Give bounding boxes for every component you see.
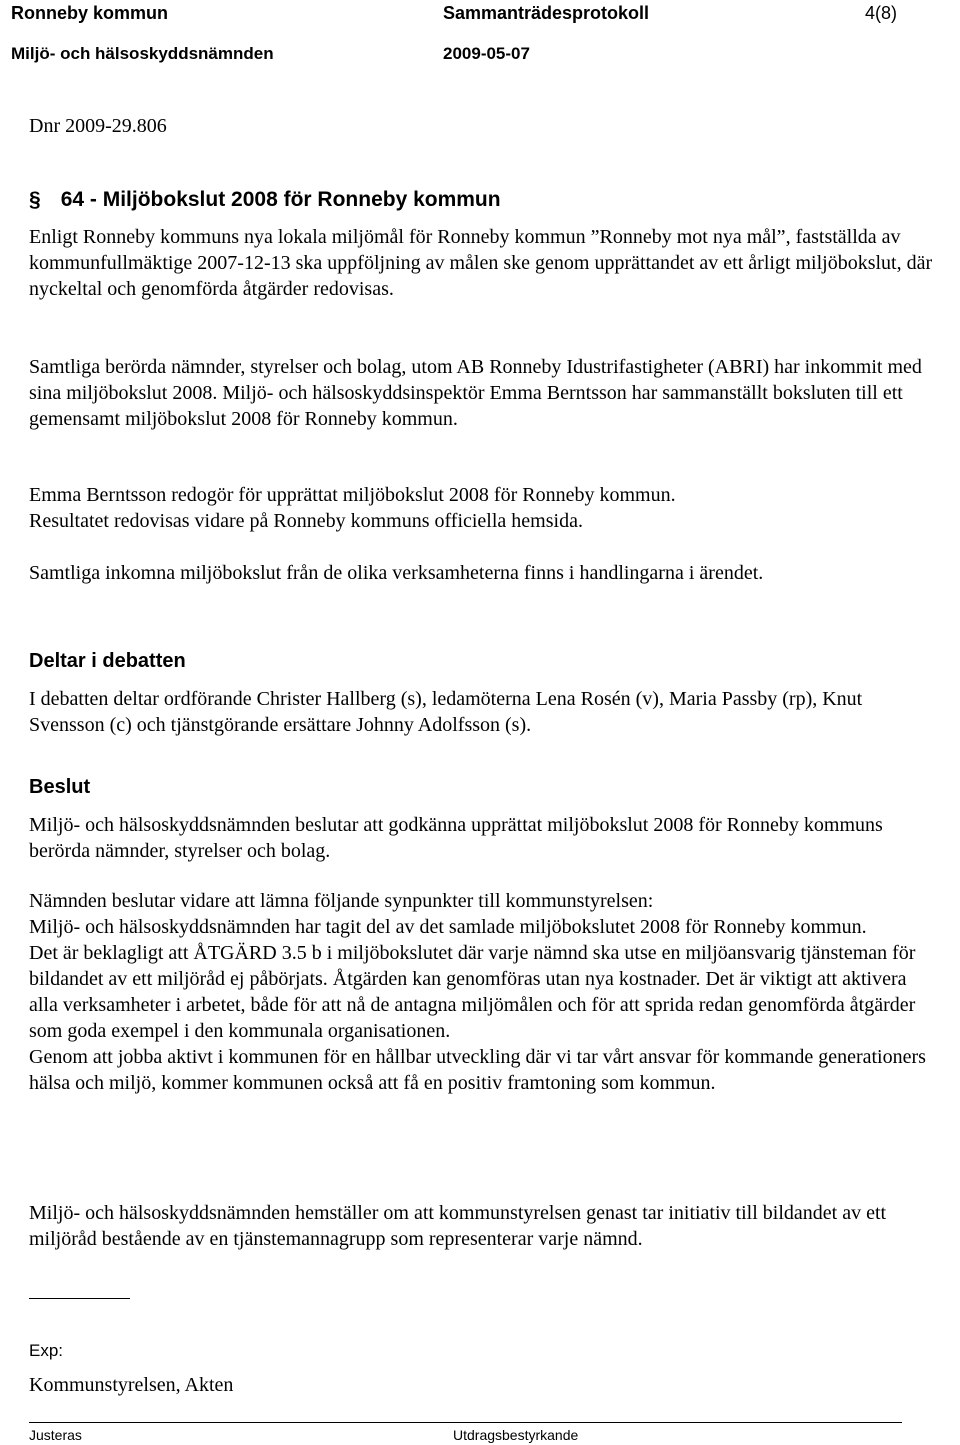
paragraph-reports <box>29 354 934 432</box>
decision-paragraph-3: Miljö- och hälsoskyddsnämnden hemställer om att kommunstyrelsen genast tar initiativ till bildandet av ett miljöråd bestående av en tjänstemannagrupp som representerar varje nämnd. <box>29 1202 887 1250</box>
decision-viewpoints <box>29 888 934 1096</box>
header-org: Ronneby kommun <box>11 3 169 23</box>
decision-paragraph-2a: Nämnden beslutar vidare att lämna följande synpunkter till kommunstyrelsen: <box>29 890 654 912</box>
debate-section <box>29 686 934 738</box>
paragraph-background <box>29 224 934 302</box>
decision-paragraph-2b: Miljö- och hälsoskyddsnämnden har tagit del av det samlade miljöbokslutet 2008 för Ronneby kommun. <box>29 916 867 938</box>
header-committee: Miljö- och hälsoskyddsnämnden <box>11 44 274 63</box>
paragraph-2: Samtliga berörda nämnder, styrelser och bolag, utom AB Ronneby Idustrifastigheter (ABRI) har inkommit med sina miljöbokslut 2008. Miljö- och hälsoskyddsinspektör Emma Berntsson har sammanställt boksluten till ett gemensamt miljöbokslut 2008 för Ronneby kommun. <box>29 356 922 430</box>
decision-paragraph-1: Miljö- och hälsoskyddsnämnden beslutar att godkänna upprättat miljöbokslut 2008 för Ronneby kommuns berörda nämnder, styrelser och bolag. <box>29 814 883 862</box>
decision-paragraph-2d: Genom att jobba aktivt i kommunen för en hållbar utveckling där vi tar vårt ansvar för kommande generationers hälsa och miljö, kommer kommunen också att få en positiv framtoning som kommun. <box>29 1046 926 1094</box>
footer-rule <box>29 1422 902 1423</box>
paragraph-sign: § <box>29 188 41 211</box>
paragraph-3a: Emma Berntsson redogör för upprättat miljöbokslut 2008 för Ronneby kommun. <box>29 484 676 506</box>
paragraph-3b: Resultatet redovisas vidare på Ronneby kommuns officiella hemsida. <box>29 510 583 532</box>
decision-request <box>29 1200 934 1252</box>
paragraph-4: Samtliga inkomna miljöbokslut från de olika verksamheterna finns i handlingarna i ärendet. <box>29 562 764 584</box>
header-date: 2009-05-07 <box>443 44 530 63</box>
decision-heading: Beslut <box>29 776 91 798</box>
decision-approval <box>29 812 934 864</box>
signature-rule <box>29 1298 130 1299</box>
case-number: Dnr 2009-29.806 <box>29 115 167 137</box>
paragraph-1: Enligt Ronneby kommuns nya lokala miljömål för Ronneby kommun ”Ronneby mot nya mål”, fastställda av kommunfullmäktige 2007-12-13 ska uppföljning av målen ske genom upprättandet av ett årligt miljöbokslut, där nyckeltal och genomförda åtgärder redovisas. <box>29 226 933 300</box>
section-title <box>29 186 501 214</box>
distribution-label: Exp: <box>29 1341 64 1360</box>
footer-justeras: Justeras <box>29 1427 82 1443</box>
debate-text: I debatten deltar ordförande Christer Hallberg (s), ledamöterna Lena Rosén (v), Maria Passby (rp), Knut Svensson (c) och tjänstgörande ersättare Johnny Adolfsson (s). <box>29 688 863 736</box>
header-doc-type: Sammanträdesprotokoll <box>443 3 650 23</box>
distribution-recipients: Kommunstyrelsen, Akten <box>29 1374 234 1396</box>
header-page-number: 4(8) <box>865 3 898 23</box>
footer-utdragsbestyrkande: Utdragsbestyrkande <box>453 1427 579 1443</box>
decision-paragraph-2c: Det är beklagligt att ÅTGÄRD 3.5 b i miljöbokslutet där varje nämnd ska utse en miljöansvarig tjänsteman för bildandet av ett miljöråd ej påbörjats. Åtgärden kan genomföras utan nya kostnader. Det är viktigt att aktivera alla verksamheter i arbetet, både för att nå de antagna miljömålen och för att sprida redan genomförda åtgärder som goda exempel i den kommunala organisationen. <box>29 942 916 1042</box>
paragraph-documents <box>29 560 934 586</box>
paragraph-presentation <box>29 482 934 534</box>
section-title-text: 64 - Miljöbokslut 2008 för Ronneby kommun <box>60 188 501 211</box>
debate-heading: Deltar i debatten <box>29 650 186 672</box>
